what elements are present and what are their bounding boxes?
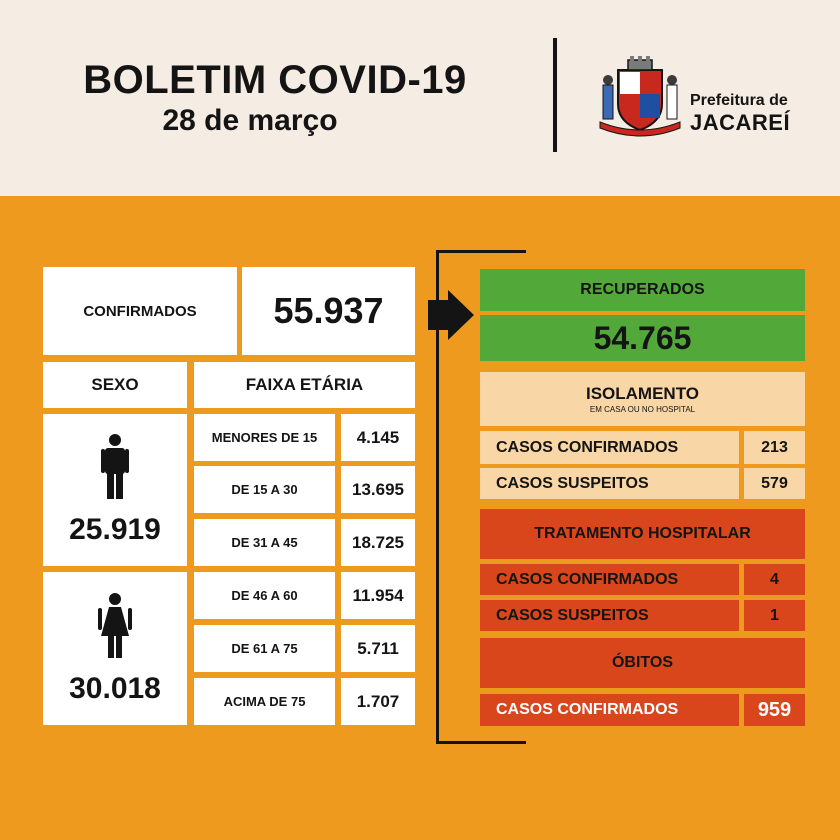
- hospital-suspected-value: 1: [744, 600, 805, 631]
- bracket-bottom: [436, 741, 526, 744]
- male-person-icon: [100, 433, 130, 499]
- bulletin-date: 28 de março: [162, 104, 338, 137]
- male-count: 25.919: [69, 513, 161, 546]
- hospital-confirmed-label: CASOS CONFIRMADOS: [480, 564, 739, 595]
- city-crest-icon: [596, 52, 684, 140]
- sex-header: SEXO: [43, 362, 187, 408]
- recovered-label: RECUPERADOS: [480, 269, 805, 311]
- age-label-1: DE 15 A 30: [194, 466, 335, 513]
- isolation-suspected-value: 579: [744, 468, 805, 499]
- deaths-title: ÓBITOS: [480, 638, 805, 688]
- recovered-value: 54.765: [480, 315, 805, 361]
- age-value-0: 4.145: [341, 414, 415, 461]
- isolation-title: ISOLAMENTO: [585, 384, 700, 403]
- isolation-subtitle: EM CASA OU NO HOSPITAL: [589, 405, 696, 414]
- age-value-3: 11.954: [341, 572, 415, 619]
- age-value-4: 5.711: [341, 625, 415, 672]
- age-value-2: 18.725: [341, 519, 415, 566]
- org-name-line1: Prefeitura de: [690, 92, 788, 109]
- hospital-title: TRATAMENTO HOSPITALAR: [480, 509, 805, 559]
- age-value-1: 13.695: [341, 466, 415, 513]
- isolation-suspected-label: CASOS SUSPEITOS: [480, 468, 739, 499]
- female-person-icon: [98, 592, 132, 658]
- female-panel: [43, 572, 187, 725]
- isolation-header: [480, 372, 805, 426]
- arrow-right-icon: [428, 290, 474, 340]
- age-label-5: ACIMA DE 75: [194, 678, 335, 725]
- bracket-top: [436, 250, 526, 253]
- bulletin-title: BOLETIM COVID-19: [83, 58, 467, 102]
- age-label-2: DE 31 A 45: [194, 519, 335, 566]
- age-label-0: MENORES DE 15: [194, 414, 335, 461]
- hospital-suspected-label: CASOS SUSPEITOS: [480, 600, 739, 631]
- isolation-confirmed-label: CASOS CONFIRMADOS: [480, 431, 739, 464]
- deaths-confirmed-label: CASOS CONFIRMADOS: [480, 694, 739, 726]
- female-count: 30.018: [69, 671, 161, 705]
- header-divider: [553, 38, 557, 152]
- org-name-line2: JACAREÍ: [690, 110, 791, 135]
- male-panel: [43, 414, 187, 566]
- confirmed-value: 55.937: [242, 267, 415, 355]
- hospital-confirmed-value: 4: [744, 564, 805, 595]
- age-header: FAIXA ETÁRIA: [194, 362, 415, 408]
- isolation-confirmed-value: 213: [744, 431, 805, 464]
- confirmed-label: CONFIRMADOS: [43, 267, 237, 355]
- age-label-4: DE 61 A 75: [194, 625, 335, 672]
- age-value-5: 1.707: [341, 678, 415, 725]
- deaths-confirmed-value: 959: [744, 694, 805, 726]
- age-label-3: DE 46 A 60: [194, 572, 335, 619]
